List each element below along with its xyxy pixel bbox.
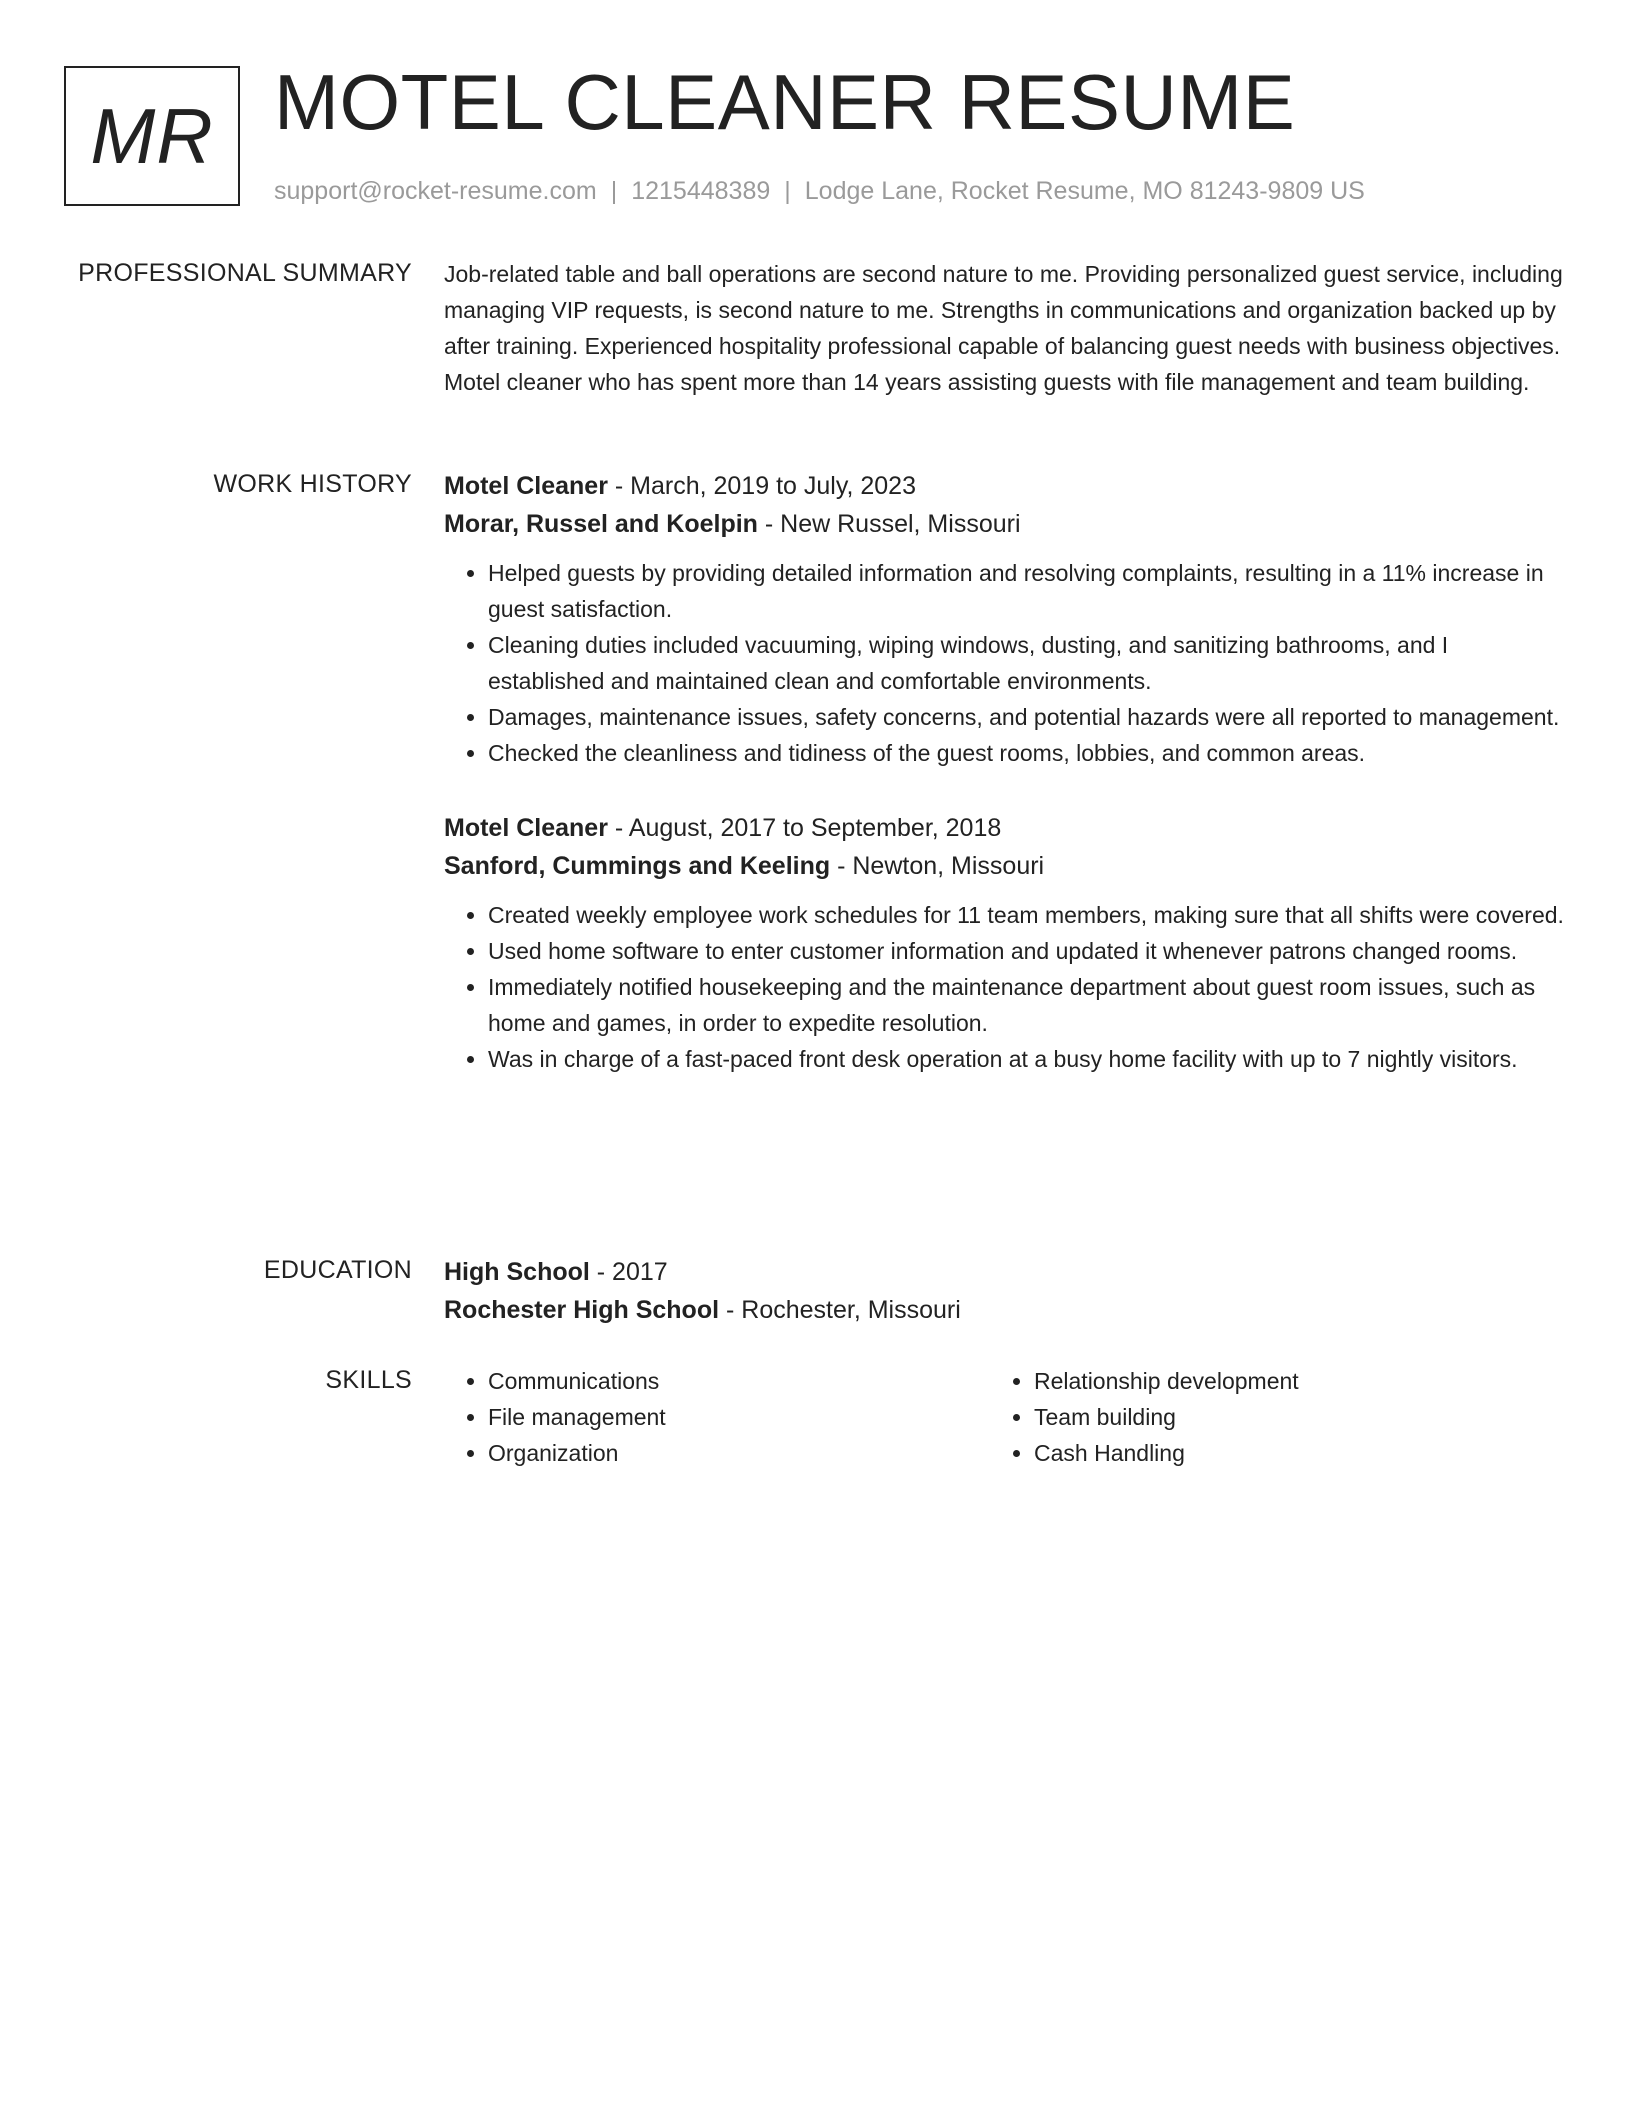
skill-item: • Cash Handling (1034, 1435, 1536, 1471)
job-location: - New Russel, Missouri (757, 510, 1021, 538)
job-bullet: • Checked the cleanliness and tidiness of the guest rooms, lobbies, and common areas. (488, 735, 1564, 771)
job-dates: - March, 2019 to July, 2023 (607, 472, 916, 500)
job-bullet: • Used home software to enter customer information and updated it whenever patrons changed rooms. (488, 933, 1564, 969)
job-title: Motel Cleaner (444, 472, 608, 500)
skill-item: • Organization (488, 1435, 990, 1471)
job-bullets (444, 897, 1564, 1077)
education-degree: High School (444, 1258, 590, 1286)
education-degree-line (444, 1253, 1564, 1291)
job-title-line (444, 467, 1564, 505)
contact-info (274, 174, 1365, 208)
skill-item: • File management (488, 1399, 990, 1435)
skills-column-left (444, 1363, 990, 1471)
job-company: Sanford, Cummings and Keeling (444, 852, 831, 880)
job-entry (444, 467, 1564, 771)
job-dates: - August, 2017 to September, 2018 (607, 814, 1002, 842)
skill-item: • Relationship development (1034, 1363, 1536, 1399)
contact-separator: | (784, 177, 791, 205)
job-bullet: • Immediately notified housekeeping and the maintenance department about guest room issues, such as home and games, in order to expedite resolution. (488, 969, 1564, 1041)
skill-item: • Team building (1034, 1399, 1536, 1435)
page-title: MOTEL CLEANER RESUME (274, 58, 1296, 146)
monogram-logo: MR (64, 66, 240, 206)
work-history-heading: WORK HISTORY (213, 470, 412, 498)
job-title: Motel Cleaner (444, 814, 608, 842)
contact-address: Lodge Lane, Rocket Resume, MO 81243-9809 US (804, 177, 1365, 205)
job-bullet: • Created weekly employee work schedules for 11 team members, making sure that all shifts were covered. (488, 897, 1564, 933)
education-heading: EDUCATION (263, 1256, 412, 1284)
job-bullet: • Cleaning duties included vacuuming, wiping windows, dusting, and sanitizing bathrooms, and I established and maintained clean and comfortable environments. (488, 627, 1564, 699)
job-company: Morar, Russel and Koelpin (444, 510, 758, 538)
skills-column-right (990, 1363, 1536, 1471)
job-company-line (444, 847, 1564, 885)
skills-grid (444, 1363, 1564, 1471)
job-entry (444, 809, 1564, 1077)
job-location: - Newton, Missouri (830, 852, 1045, 880)
skill-item: • Communications (488, 1363, 990, 1399)
education-year: - 2017 (589, 1258, 668, 1286)
skills-heading: SKILLS (325, 1366, 412, 1394)
job-bullet: • Helped guests by providing detailed information and resolving complaints, resulting in a 11% increase in guest satisfaction. (488, 555, 1564, 627)
job-bullets (444, 555, 1564, 771)
job-title-line (444, 809, 1564, 847)
job-bullet: • Was in charge of a fast-paced front desk operation at a busy home facility with up to 7 nightly visitors. (488, 1041, 1564, 1077)
education-school: Rochester High School (444, 1296, 720, 1324)
contact-email[interactable]: support@rocket-resume.com (274, 177, 597, 205)
education-location: - Rochester, Missouri (719, 1296, 961, 1324)
job-bullet: • Damages, maintenance issues, safety concerns, and potential hazards were all reported to management. (488, 699, 1564, 735)
summary-text: Job-related table and ball operations are second nature to me. Providing personalized guest service, including managing VIP requests, is second nature to me. Strengths in communications and organization backed up by after training. Experienced hospitality professional capable of balancing guest needs with business objectives. Motel cleaner who has spent more than 14 years assisting guests with file management and team building. (444, 261, 1563, 395)
job-company-line (444, 505, 1564, 543)
summary-heading: PROFESSIONAL SUMMARY (78, 259, 412, 287)
contact-separator: | (610, 177, 618, 205)
education-school-line (444, 1291, 1564, 1329)
contact-phone[interactable]: 1215448389 (631, 177, 771, 205)
